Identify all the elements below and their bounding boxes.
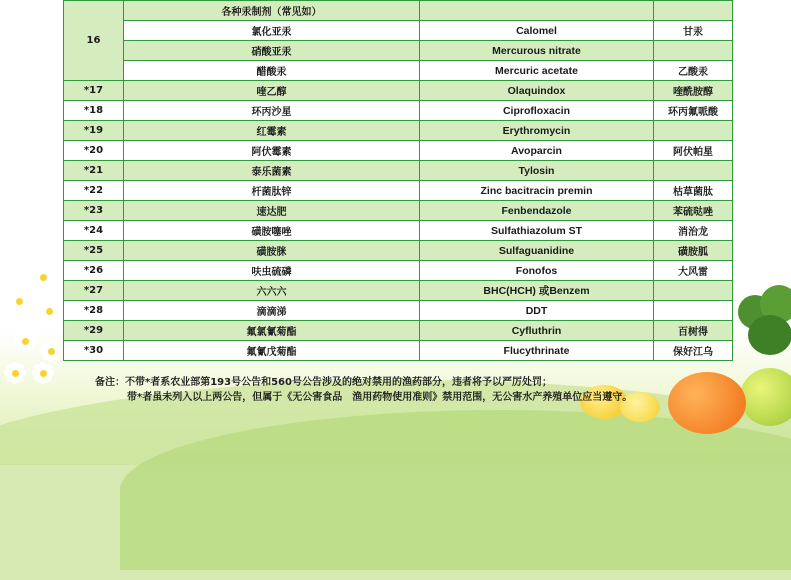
flower-icon: [8, 290, 30, 312]
table-row: [64, 81, 733, 101]
chinese-name: 滴滴涕: [124, 301, 420, 321]
english-name: Ciprofloxacin: [420, 101, 654, 121]
english-name: Zinc bacitracin premin: [420, 181, 654, 201]
alias-name: [654, 121, 733, 141]
english-name: DDT: [420, 301, 654, 321]
table-row: [64, 261, 733, 281]
footnote-line: 备注：不带*者系农业部第193号公告和560号公告涉及的绝对禁用的渔药部分，违者将予以严厉处罚；: [95, 377, 552, 388]
chinese-name: 红霉素: [124, 121, 420, 141]
alias-name: 磺胺胍: [654, 241, 733, 261]
chinese-name: 喹乙醇: [124, 81, 420, 101]
banned-drug-table: [63, 0, 733, 361]
chinese-name: 氟氯氰菊酯: [124, 321, 420, 341]
english-name: Mercurous nitrate: [420, 41, 654, 61]
row-number: *26: [64, 261, 124, 281]
footnote: [95, 375, 735, 405]
flower-icon: [32, 266, 54, 288]
melon-illustration: [740, 368, 791, 426]
alias-name: [654, 301, 733, 321]
chinese-name: 阿伏霉素: [124, 141, 420, 161]
english-name: Fenbendazole: [420, 201, 654, 221]
alias-name: 保好江乌: [654, 341, 733, 361]
table-row: [64, 41, 733, 61]
english-name: BHC(HCH) 或Benzem: [420, 281, 654, 301]
english-name: Fonofos: [420, 261, 654, 281]
table-row: [64, 321, 733, 341]
alias-name: 阿伏帕星: [654, 141, 733, 161]
chinese-name: 速达肥: [124, 201, 420, 221]
flower-icon: [14, 330, 36, 352]
english-name: Sulfaguanidine: [420, 241, 654, 261]
row-number: 16: [64, 1, 124, 81]
table-row: [64, 301, 733, 321]
table-row: [64, 21, 733, 41]
chinese-name: 氯化亚汞: [124, 21, 420, 41]
table-row: [64, 201, 733, 221]
row-number: *23: [64, 201, 124, 221]
row-number: *29: [64, 321, 124, 341]
row-number: *21: [64, 161, 124, 181]
row-number: *18: [64, 101, 124, 121]
alias-name: [654, 161, 733, 181]
chinese-name: 泰乐菌素: [124, 161, 420, 181]
row-number: *22: [64, 181, 124, 201]
chinese-name: 环丙沙星: [124, 101, 420, 121]
broccoli-illustration: [728, 285, 791, 375]
english-name: Calomel: [420, 21, 654, 41]
table-row: [64, 61, 733, 81]
english-name: Sulfathiazolum ST: [420, 221, 654, 241]
row-number: *27: [64, 281, 124, 301]
english-name: Olaquindox: [420, 81, 654, 101]
chinese-name: 磺胺脒: [124, 241, 420, 261]
chinese-name: 六六六: [124, 281, 420, 301]
table-row: [64, 181, 733, 201]
row-number: *30: [64, 341, 124, 361]
alias-name: 乙酸汞: [654, 61, 733, 81]
row-number: *20: [64, 141, 124, 161]
alias-name: 甘汞: [654, 21, 733, 41]
chinese-name: 醋酸汞: [124, 61, 420, 81]
flower-icon: [4, 362, 26, 384]
alias-name: [654, 41, 733, 61]
table-row: [64, 241, 733, 261]
table-row: [64, 101, 733, 121]
alias-name: 苯硫哒唑: [654, 201, 733, 221]
table-row: [64, 341, 733, 361]
footnote-line: 带*者虽未列入以上两公告，但属于《无公害食品 渔用药物使用准则》禁用范围，无公害水产养殖单位应当遵守。: [127, 392, 633, 403]
alias-name: 百树得: [654, 321, 733, 341]
table-row: [64, 121, 733, 141]
flower-icon: [32, 362, 54, 384]
alias-name: [654, 281, 733, 301]
row-number: *24: [64, 221, 124, 241]
alias-name: 喹酰胺醇: [654, 81, 733, 101]
group-header: 各种汞制剂（常见如）: [124, 1, 420, 21]
row-number: *17: [64, 81, 124, 101]
english-name: Avoparcin: [420, 141, 654, 161]
chinese-name: 氟氰戊菊酯: [124, 341, 420, 361]
table-row: [64, 141, 733, 161]
english-name: Cyfluthrin: [420, 321, 654, 341]
chinese-name: 硝酸亚汞: [124, 41, 420, 61]
row-number: *19: [64, 121, 124, 141]
row-number: *25: [64, 241, 124, 261]
alias-name: 环丙氟哌酸: [654, 101, 733, 121]
alias-name: 大风雷: [654, 261, 733, 281]
english-name: Tylosin: [420, 161, 654, 181]
english-name: Mercuric acetate: [420, 61, 654, 81]
table-row: [64, 281, 733, 301]
alias-name: 枯草菌肽: [654, 181, 733, 201]
english-name: Erythromycin: [420, 121, 654, 141]
chinese-name: 呋虫硫磷: [124, 261, 420, 281]
row-number: *28: [64, 301, 124, 321]
flower-icon: [38, 300, 60, 322]
alias-name: 消治龙: [654, 221, 733, 241]
table-row: [64, 1, 733, 21]
english-name: Flucythrinate: [420, 341, 654, 361]
chinese-name: 杆菌肽锌: [124, 181, 420, 201]
table-row: [64, 161, 733, 181]
table-row: [64, 221, 733, 241]
chinese-name: 磺胺噻唑: [124, 221, 420, 241]
flower-icon: [40, 340, 62, 362]
